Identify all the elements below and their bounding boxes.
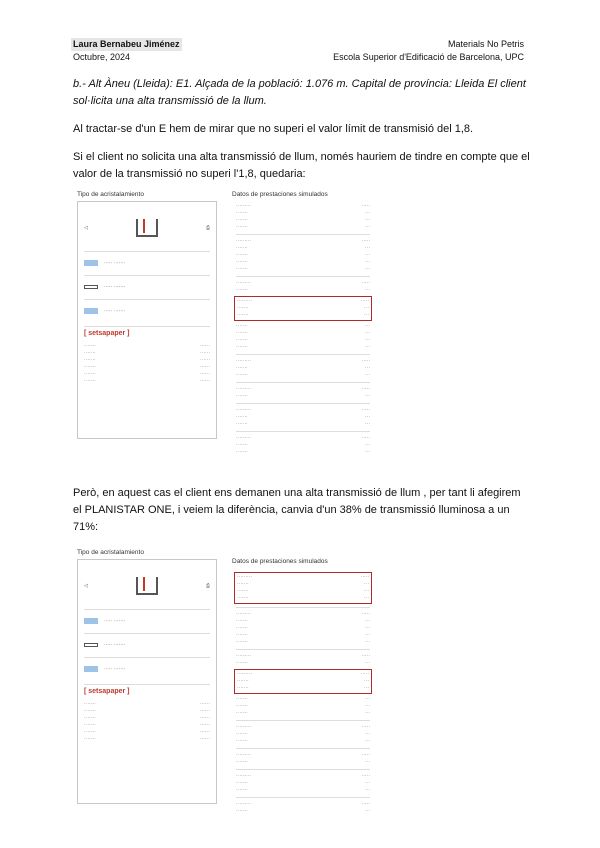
course-name: Materials No Petris xyxy=(447,39,524,49)
view-left-icon-2[interactable]: ◁ xyxy=(84,582,88,589)
glazing-config-panel: ◁ ⎙ ····· ······· ····· ······· ····· ······· [ setsapaper ] ······· ······ ······· ······ ······· ······ ······· ······ ······· ······ ······· ······ xyxy=(77,201,217,439)
glazing-section-icon xyxy=(136,219,158,237)
cavity-icon xyxy=(84,285,98,289)
brand-logo: [ setsapaper ] xyxy=(84,329,130,337)
glazing-config-panel-2: ◁ ⎙ ····· ······· ····· ······· ····· ······· [ setsapaper ] ······· ······ ······· ······ ······· ······ ······· ······ ······· ······ ······· ······ xyxy=(77,559,217,804)
glass-layer-icon-2 xyxy=(84,308,98,314)
paragraph-low-transmission: Si el client no solicita una alta transmissió de llum, només hauriem de tindre en compte que el valor de la transmissió no superi l'1,8, quedaria: xyxy=(73,151,530,180)
performance-data-list-2: ········· ····· ······· ··· ······· ··· ······· ··· ········· ····· ······· ··· ······· ··· ······· ··· ······· ··· ········· ····· ······· ··· ········· ····· ······· ··· ······· ··· ······· ··· ······· ··· ······· ··· ········· ····· ······· ··· ······· ··· ········· ····· ······· ··· ········· ····· ······· ··· ······· ··· ········· ····· ······· ··· xyxy=(236,574,370,814)
author-name: Laura Bernabeu Jiménez xyxy=(73,39,180,49)
cavity-icon-2 xyxy=(84,643,98,647)
screenshot1-left-title: Tipo de acristalamiento xyxy=(77,191,144,198)
case-description: b.- Alt Àneu (Lleida): E1. Alçada de la població: 1.076 m. Capital de província: Lleida El client sol·licita una alta transmissió de la llum. xyxy=(73,78,526,107)
screenshot1-left xyxy=(77,191,217,439)
screenshot2-right xyxy=(232,558,374,817)
document-date: Octubre, 2024 xyxy=(73,52,131,62)
header-right xyxy=(333,38,524,64)
header-left xyxy=(73,38,182,64)
glass-layer-icon-3 xyxy=(84,618,98,624)
print-icon[interactable]: ⎙ xyxy=(205,224,210,231)
glass-layer-icon xyxy=(84,260,98,266)
school-name: Escola Superior d'Edificació de Barcelona, UPC xyxy=(333,52,524,62)
screenshot2-right-title: Datos de prestaciones simulados xyxy=(232,558,328,565)
view-left-icon[interactable]: ◁ xyxy=(84,224,88,231)
glazing-section-icon-2 xyxy=(136,577,158,595)
thermal-transmittance-highlight: ········· ····· ······· ··· ······· ··· xyxy=(234,296,372,321)
brand-logo-2: [ setsapaper ] xyxy=(84,687,130,695)
screenshot1-right xyxy=(232,191,374,458)
thermal-transmittance-highlight-2: ········· ····· ······· ··· ······· ··· xyxy=(234,669,372,694)
screenshot2-left-title: Tipo de acristalamiento xyxy=(77,549,144,556)
paragraph-high-transmission: Però, en aquest cas el client ens demanen una alta transmissió de llum , per tant li afegirem el PLANISTAR ONE, i veiem la diferència, canvia d'un 38% de transmissió lluminosa a un 71%: xyxy=(73,487,521,533)
screenshot1-right-title: Datos de prestaciones simulados xyxy=(232,191,328,198)
print-icon-2[interactable]: ⎙ xyxy=(205,582,210,589)
performance-data-list: ········· ····· ······· ··· ······· ··· ······· ··· ········· ····· ······· ··· ······· ··· ······· ··· ······· ··· ········· ····· ······· ··· ········· ····· ······· ··· ······· ··· ······· ··· ······· ··· ······· ··· ······· ··· ········· ····· ······· ··· ······· ··· ········· ····· ······· ··· ········· ····· ······· ··· ······· ··· ········· ····· ······· ··· ······· ··· xyxy=(236,203,370,455)
glass-layer-icon-4 xyxy=(84,666,98,672)
light-transmission-highlight: ········· ····· ······· ··· ······· ··· ······· ··· xyxy=(234,572,372,604)
screenshot2-left xyxy=(77,549,217,804)
paragraph-limit: Al tractar-se d'un E hem de mirar que no superi el valor límit de transmisió del 1,8. xyxy=(73,123,474,135)
